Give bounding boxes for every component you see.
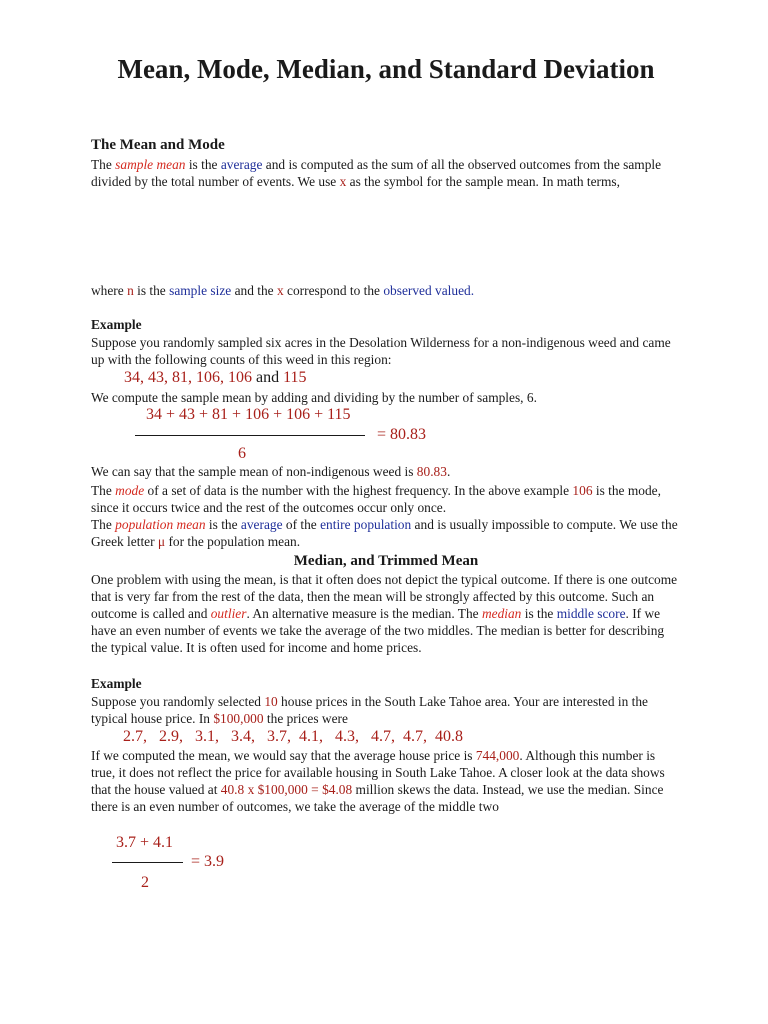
paragraph-mean-vs-median: If we computed the mean, we would say that the average house price is 744,000. Although this number is true, it does not reflect the price for available housing in South Lake Tahoe. A closer look at the data shows that the house valued at 40.8 x $100,000 = $4.08 million skews the data. Instead, we use the median. Since there is an even number of outcomes, we take the average of the middle two [91,748,665,814]
fraction-bar-2 [112,862,183,863]
section-heading-mean-mode: The Mean and Mode [91,137,225,153]
paragraph-sample-mean: The sample mean is the average and is computed as the sum of all the observed outcomes from the sample divided by the total number of events. We use x as the symbol for the sample mean. In math terms, [91,157,662,189]
symbol-mu: μ [157,534,166,549]
house-prices: 2.7, 2.9, 3.1, 3.4, 3.7, 4.1, 4.3, 4.7, 4.7, 40.8 [123,728,463,745]
fraction-result-1: = 80.83 [377,426,427,443]
example-label-1: Example [91,317,142,332]
paragraph-where: where n is the sample size and the x correspond to the observed valued. [91,283,475,298]
paragraph-mode: The mode of a set of data is the number with the highest frequency. In the above example 106 is the mode, since it occurs twice and the rest of the outcomes occur only once. [91,483,661,515]
example-label-2: Example [91,676,142,691]
fraction-denominator-2: 2 [141,874,149,891]
paragraph-example-2: Suppose you randomly selected 10 house prices in the South Lake Tahoe area. Your are interested in the typical house price. In $100,000 the prices were [91,694,648,726]
term-outlier: outlier [210,606,247,621]
term-sample-mean: sample mean [115,157,186,172]
fraction-result-2: = 3.9 [191,853,225,870]
section-heading-median: Median, and Trimmed Mean [293,553,479,569]
term-mode: mode [115,483,145,498]
page-title: Mean, Mode, Median, and Standard Deviation [117,54,655,84]
paragraph-population-mean: The population mean is the average of the entire population and is usually impossible to compute. We use the Greek letter μ for the population mean. [91,517,678,549]
term-median: median [481,606,522,621]
paragraph-median: One problem with using the mean, is that it often does not depict the typical outcome. If there is one outcome that is very far from the rest of the data, then the mean will be strongly affected by this outcome. Such an outcome is called and outlier. An alternative measure is the median. The median is the middle score. If we have an even number of events we take the average of the two middles. The median is better for describing the typical value. It is often used for income and home prices. [91,572,678,655]
term-average: average [220,157,263,172]
fraction-numerator-1: 34 + 43 + 81 + 106 + 106 + 115 [146,406,351,423]
fraction-numerator-2: 3.7 + 4.1 [116,834,174,851]
paragraph-example-1: Suppose you randomly sampled six acres in the Desolation Wilderness for a non-indigenous weed and came up with the following counts of this weed in this region: [91,335,671,367]
paragraph-compute: We compute the sample mean by adding and dividing by the number of samples, 6. [91,390,537,405]
symbol-x: x [339,174,347,189]
term-population-mean: population mean [115,517,206,532]
fraction-bar-1 [135,435,365,436]
weed-counts: 34, 43, 81, 106, 106 and 115 [124,369,307,386]
paragraph-sample-mean-result: We can say that the sample mean of non-indigenous weed is 80.83. [91,464,451,479]
fraction-denominator-1: 6 [238,445,246,462]
